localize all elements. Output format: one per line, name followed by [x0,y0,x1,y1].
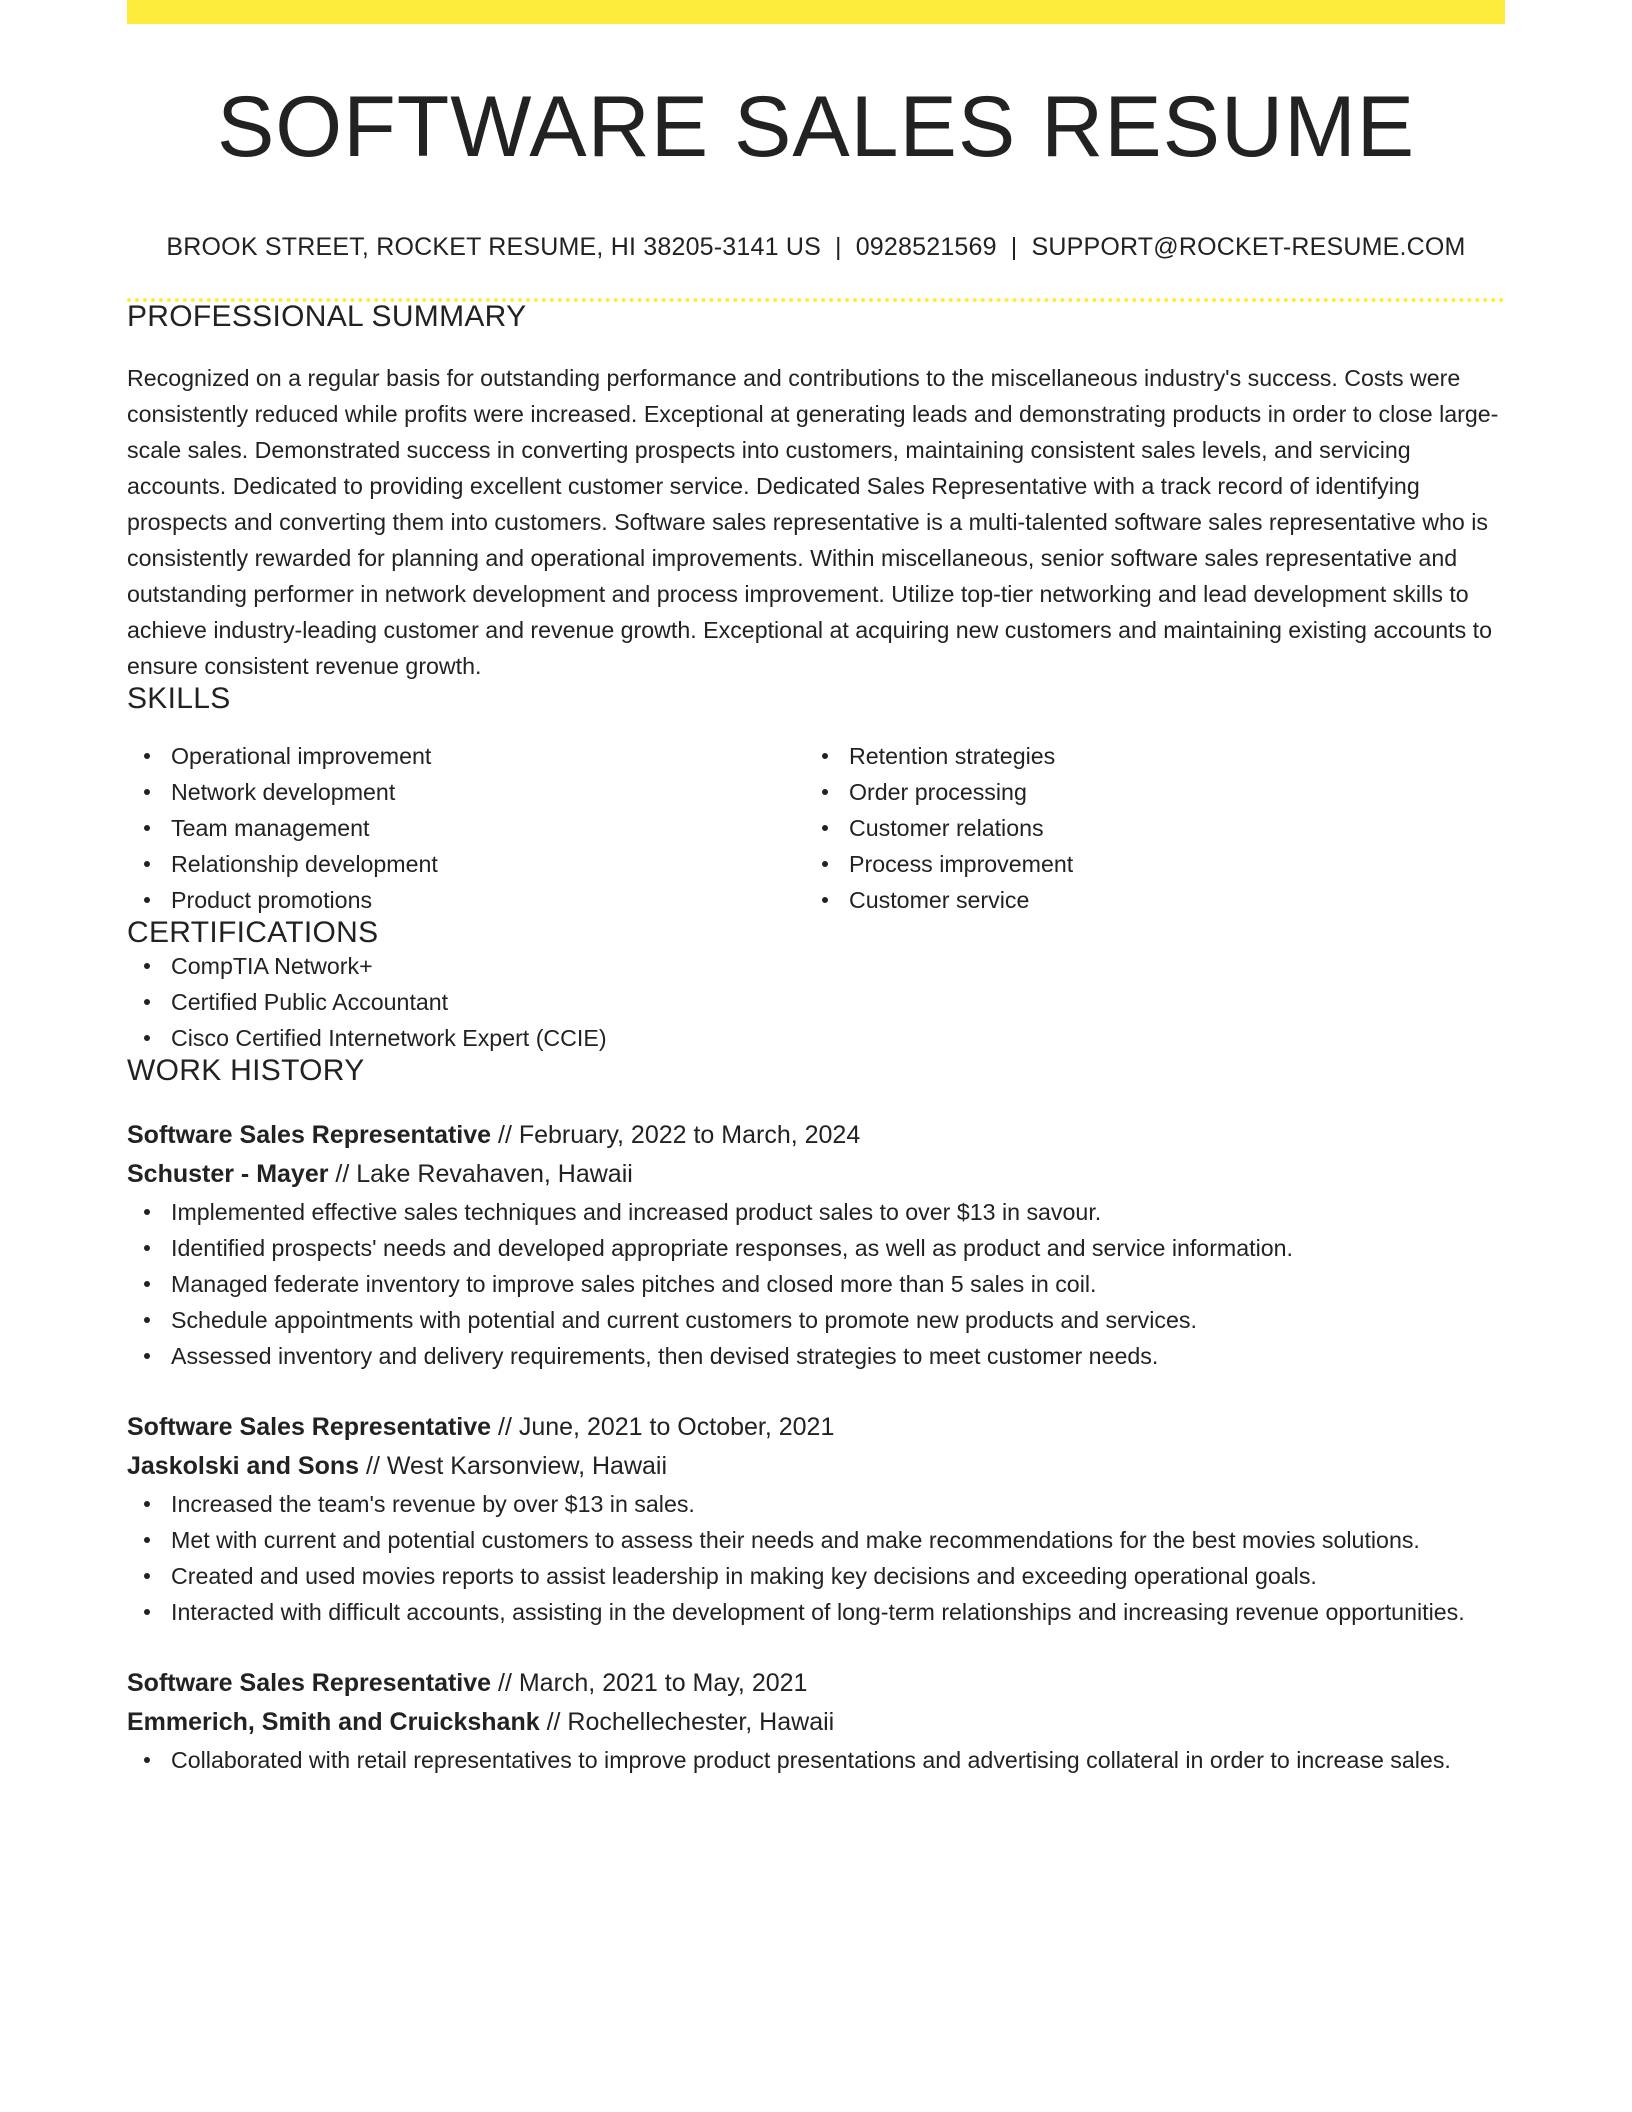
skill-item: Product promotions [127,882,805,918]
contact-email: SUPPORT@ROCKET-RESUME.COM [1031,233,1466,261]
job-role: Software Sales Representative [127,1669,492,1697]
resume-page [127,0,1505,1778]
contact-separator: | [1010,233,1018,261]
job-dates: // March, 2021 to May, 2021 [491,1669,808,1697]
job-bullet: Managed federate inventory to improve sales pitches and closed more than 5 sales in coil. [127,1266,1505,1302]
job-entry [127,1664,1505,1778]
certifications-heading: CERTIFICATIONS [127,916,379,949]
job-bullet: Increased the team's revenue by over $13 in sales. [127,1486,1505,1522]
job-entry [127,1116,1505,1374]
job-bullet-list [127,1742,1505,1778]
job-bullet: Schedule appointments with potential and current customers to promote new products and services. [127,1302,1505,1338]
skills-left-list [127,738,805,918]
skill-item: Customer relations [805,810,1483,846]
job-location: // West Karsonview, Hawaii [359,1452,668,1480]
job-title-line [127,1116,1505,1155]
job-bullet: Met with current and potential customers to assess their needs and make recommendations for the best movies solutions. [127,1522,1505,1558]
skills-right-list [805,738,1483,918]
skill-item: Customer service [805,882,1483,918]
work-history-heading: WORK HISTORY [127,1054,365,1087]
job-title-line [127,1664,1505,1703]
skill-item: Retention strategies [805,738,1483,774]
job-bullet: Implemented effective sales techniques and increased product sales to over $13 in savour. [127,1194,1505,1230]
certification-item: Cisco Certified Internetwork Expert (CCIE) [127,1020,1505,1056]
job-dates: // June, 2021 to October, 2021 [491,1413,835,1441]
certification-item: CompTIA Network+ [127,948,1505,984]
job-company-line [127,1155,1505,1194]
job-company-line [127,1703,1505,1742]
job-bullet-list [127,1486,1505,1630]
job-company-line [127,1447,1505,1486]
summary-text: Recognized on a regular basis for outstanding performance and contributions to the miscellaneous industry's success. Costs were consistently reduced while profits were increased. Exceptional at generating leads and demonstrating products in order to close large-scale sales. Demonstrated success in converting prospects into customers, maintaining consistent sales levels, and servicing accounts. Dedicated to providing excellent customer service. Dedicated Sales Representative with a track record of identifying prospects and converting them into customers. Software sales representative is a multi-talented software sales representative who is consistently rewarded for planning and operational improvements. Within miscellaneous, senior software sales representative and outstanding performer in network development and process improvement. Utilize top-tier networking and lead development skills to achieve industry-leading customer and revenue growth. Exceptional at acquiring new customers and maintaining existing accounts to ensure consistent revenue growth. [127,365,1499,679]
job-company: Emmerich, Smith and Cruickshank [127,1708,540,1736]
skills-heading: SKILLS [127,682,231,715]
job-role: Software Sales Representative [127,1413,492,1441]
job-company: Jaskolski and Sons [127,1452,360,1480]
job-location: // Lake Revahaven, Hawaii [328,1160,633,1188]
certification-item: Certified Public Accountant [127,984,1505,1020]
certifications-list [127,948,1505,1056]
skill-item: Order processing [805,774,1483,810]
job-location: // Rochellechester, Hawaii [539,1708,835,1736]
job-bullet-list [127,1194,1505,1374]
job-bullet: Collaborated with retail representatives to improve product presentations and advertising collateral in order to increase sales. [127,1742,1505,1778]
skill-item: Operational improvement [127,738,805,774]
skill-item: Network development [127,774,805,810]
job-bullet: Identified prospects' needs and developed appropriate responses, as well as product and service information. [127,1230,1505,1266]
job-bullet: Assessed inventory and delivery requirements, then devised strategies to meet customer needs. [127,1338,1505,1374]
job-company: Schuster - Mayer [127,1160,329,1188]
contact-separator: | [835,233,842,261]
contact-address: BROOK STREET, ROCKET RESUME, HI 38205-3141 US [166,233,821,261]
job-bullet: Created and used movies reports to assist leadership in making key decisions and exceeding operational goals. [127,1558,1505,1594]
skill-item: Process improvement [805,846,1483,882]
contact-line [127,235,1505,260]
job-role: Software Sales Representative [127,1121,492,1149]
summary-heading: PROFESSIONAL SUMMARY [127,300,527,333]
job-dates: // February, 2022 to March, 2024 [491,1121,861,1149]
job-entry [127,1408,1505,1630]
job-bullet: Interacted with difficult accounts, assisting in the development of long-term relationships and increasing revenue opportunities. [127,1594,1505,1630]
resume-title: SOFTWARE SALES RESUME [216,79,1416,175]
skill-item: Relationship development [127,846,805,882]
skill-item: Team management [127,810,805,846]
accent-bar [127,0,1505,24]
contact-phone: 0928521569 [855,233,997,261]
job-title-line [127,1408,1505,1447]
skills-columns [127,738,1505,918]
